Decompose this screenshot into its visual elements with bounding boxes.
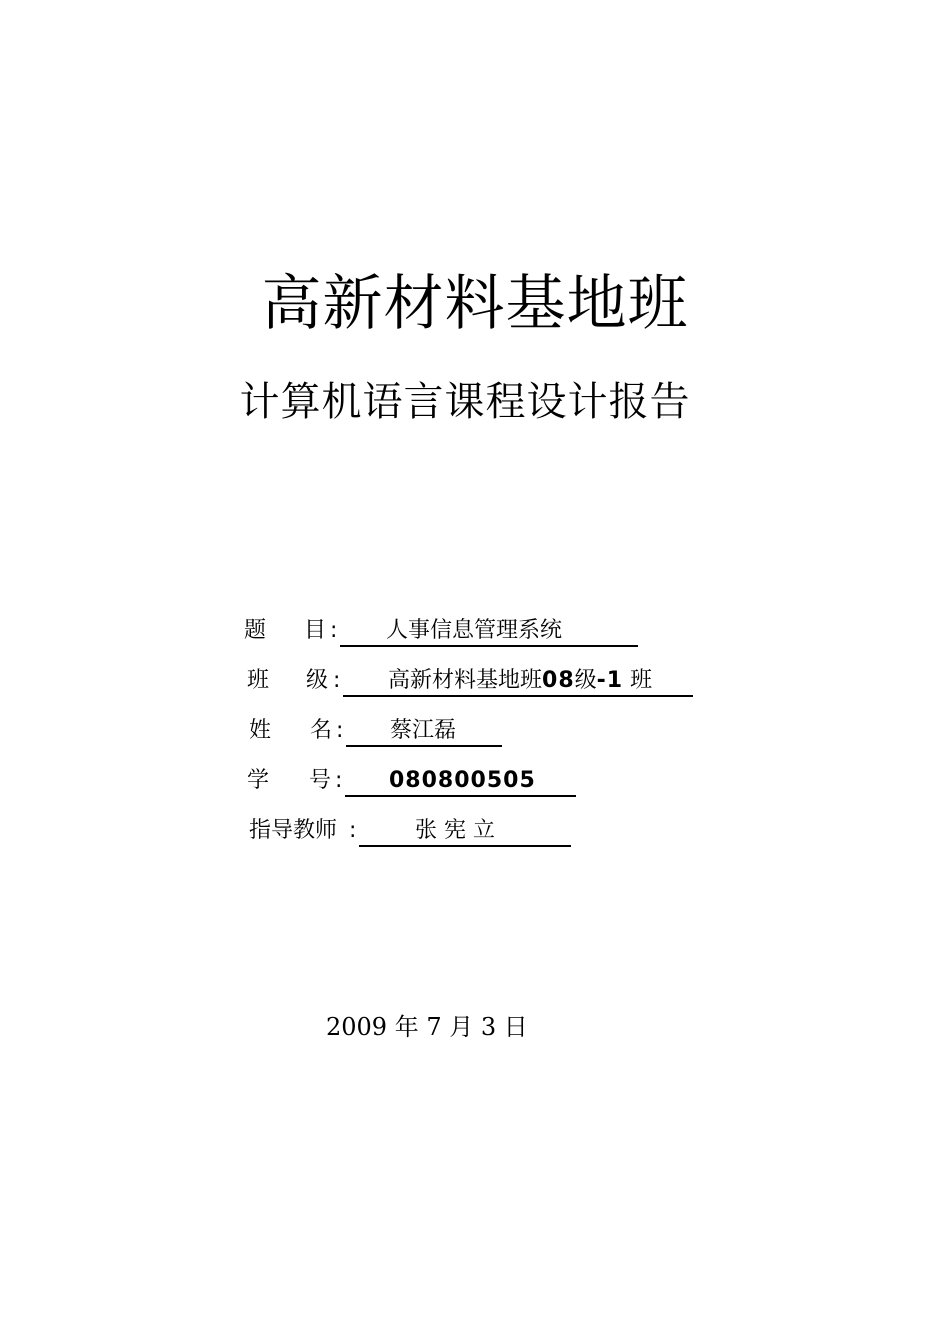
class-value xyxy=(388,665,652,697)
name-value: 蔡江磊 xyxy=(390,718,457,743)
field-advisor xyxy=(0,815,950,847)
class-value-d: -1 xyxy=(596,668,624,693)
topic-label-a: 题 xyxy=(244,618,267,643)
advisor-value: 张 宪 立 xyxy=(415,818,495,843)
topic-colon: : xyxy=(330,618,338,643)
student-id-value: 080800505 xyxy=(389,768,536,793)
student-id-label-b: 号 xyxy=(309,768,332,793)
class-label-a: 班 xyxy=(247,668,270,693)
student-id-label-a: 学 xyxy=(247,768,270,793)
report-title: 高新材料基地班 xyxy=(261,269,689,339)
class-value-a: 高新材料基地班 xyxy=(388,668,543,693)
name-colon: : xyxy=(336,718,344,743)
field-class xyxy=(0,665,950,697)
name-label-a: 姓 xyxy=(249,718,272,743)
topic-label-b: 目 xyxy=(304,618,327,643)
class-colon: : xyxy=(333,668,341,693)
student-id-colon: : xyxy=(335,768,343,793)
field-name xyxy=(0,715,950,747)
report-date: 2009 年 7 月 3 日 xyxy=(326,1013,528,1041)
class-value-e: 班 xyxy=(623,668,653,693)
class-label-b: 级 xyxy=(306,668,329,693)
topic-value: 人事信息管理系统 xyxy=(386,618,563,643)
class-value-c: 级 xyxy=(574,668,597,693)
advisor-label: 指导教师 xyxy=(249,818,338,843)
field-topic xyxy=(0,615,950,647)
field-student-id xyxy=(0,765,950,797)
class-value-b: 08 xyxy=(542,668,575,693)
name-label-b: 名 xyxy=(310,718,333,743)
report-subtitle: 计算机语言课程设计报告 xyxy=(239,379,691,425)
advisor-colon: : xyxy=(349,818,357,843)
